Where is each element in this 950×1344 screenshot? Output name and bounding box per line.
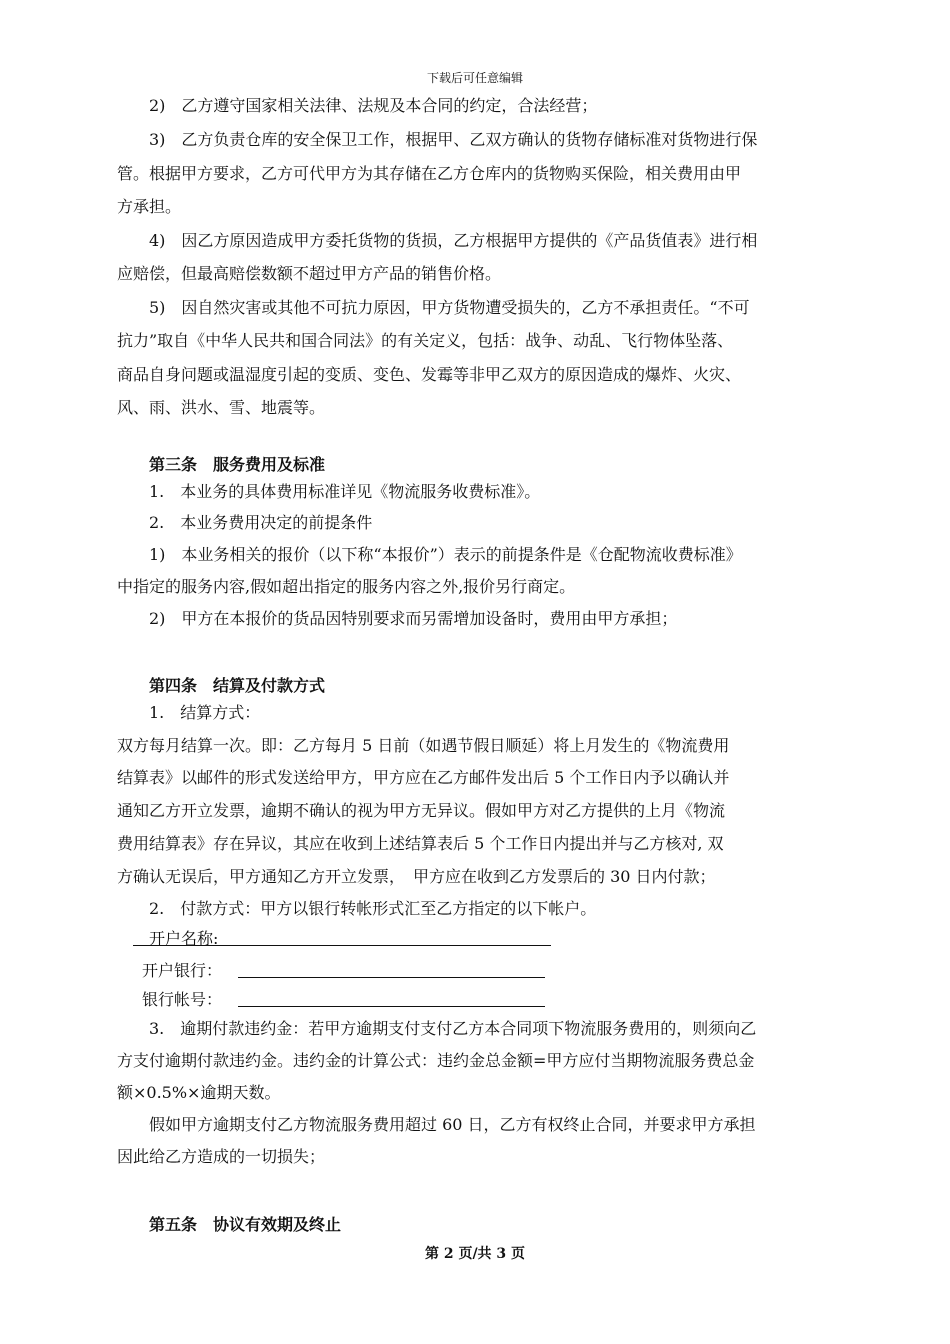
clause5-title: 第五条 协议有效期及终止: [149, 1215, 342, 1234]
page-number: 第 2 页/共 3 页: [424, 1246, 526, 1262]
penalty-line: 方支付逾期付款违约金。违约金的计算公式：违约金总金额=甲方应付当期物流服务费总金: [117, 1051, 755, 1070]
account-number-underline: [238, 1006, 545, 1007]
clause4-title: 第四条 结算及付款方式: [149, 676, 326, 695]
page-header: 下载后可任意编辑: [426, 71, 523, 85]
clause2-line: 3) 乙方负责仓库的安全保卫工作，根据甲、乙双方确认的货物存储标准对货物进行保: [149, 130, 758, 149]
clause3-title: 第三条 服务费用及标准: [149, 455, 326, 474]
page-footer: [0, 1243, 950, 1263]
penalty-line: 3. 逾期付款违约金：若甲方逾期支付支付乙方本合同项下物流服务费用的，则须向乙: [149, 1019, 757, 1038]
clause4-line: 通知乙方开立发票，逾期不确认的视为甲方无异议。假如甲方对乙方提供的上月《物流: [117, 801, 726, 820]
bank-label: 开户银行：: [142, 961, 223, 980]
clause4-line: 结算表》以邮件的形式发送给甲方，甲方应在乙方邮件发出后 5 个工作日内予以确认并: [117, 768, 730, 787]
clause2-line: 应赔偿，但最高赔偿数额不超过甲方产品的销售价格。: [117, 264, 502, 283]
clause2-line: 5) 因自然灾害或其他不可抗力原因，甲方货物遭受损失的，乙方不承担责任。“不可: [149, 298, 750, 317]
clause4-line: 方确认无误后，甲方通知乙方开立发票， 甲方应在收到乙方发票后的 30 日内付款；: [117, 867, 716, 886]
account-name-underline: [133, 945, 551, 946]
clause2-line: 风、雨、洪水、雪、地震等。: [117, 398, 326, 417]
termination-line: 假如甲方逾期支付乙方物流服务费用超过 60 日，乙方有权终止合同，并要求甲方承担: [149, 1115, 756, 1134]
clause4-line: 双方每月结算一次。即：乙方每月 5 日前（如遇节假日顺延）将上月发生的《物流费用: [117, 736, 730, 755]
clause4-line: 费用结算表》存在异议，其应在收到上述结算表后 5 个工作日内提出并与乙方核对, 双: [117, 834, 724, 853]
penalty-line: 额×0.5%×逾期天数。: [117, 1083, 281, 1102]
account-name-label: 开户名称:: [149, 929, 219, 948]
account-number-label: 银行帐号：: [142, 990, 223, 1009]
clause3-line: 1. 本业务的具体费用标准详见《物流服务收费标准》。: [149, 482, 541, 501]
clause2-line: 管。根据甲方要求，乙方可代甲方为其存储在乙方仓库内的货物购买保险，相关费用由甲: [117, 164, 742, 183]
clause2-line: 商品自身问题或温湿度引起的变质、变色、发霉等非甲乙双方的原因造成的爆炸、火灾、: [117, 365, 742, 384]
bank-underline: [238, 977, 545, 978]
clause4-line: 2. 付款方式：甲方以银行转帐形式汇至乙方指定的以下帐户。: [149, 899, 597, 918]
clause2-line: 2) 乙方遵守国家相关法律、法规及本合同的约定，合法经营；: [149, 96, 598, 115]
clause4-line: 1. 结算方式：: [149, 703, 261, 722]
termination-line: 因此给乙方造成的一切损失；: [117, 1147, 326, 1166]
clause3-line: 2) 甲方在本报价的货品因特别要求而另需增加设备时，费用由甲方承担；: [149, 609, 678, 628]
clause2-line: 抗力”取自《中华人民共和国合同法》的有关定义，包括：战争、动乱、飞行物体坠落、: [117, 331, 734, 350]
clause3-line: 1) 本业务相关的报价（以下称“本报价”）表示的前提条件是《仓配物流收费标准》: [149, 545, 742, 564]
clause2-line: 4) 因乙方原因造成甲方委托货物的货损，乙方根据甲方提供的《产品货值表》进行相: [149, 231, 758, 250]
clause3-line: 2. 本业务费用决定的前提条件: [149, 513, 373, 532]
clause3-line: 中指定的服务内容,假如超出指定的服务内容之外,报价另行商定。: [117, 577, 576, 596]
clause2-line: 方承担。: [117, 197, 182, 216]
